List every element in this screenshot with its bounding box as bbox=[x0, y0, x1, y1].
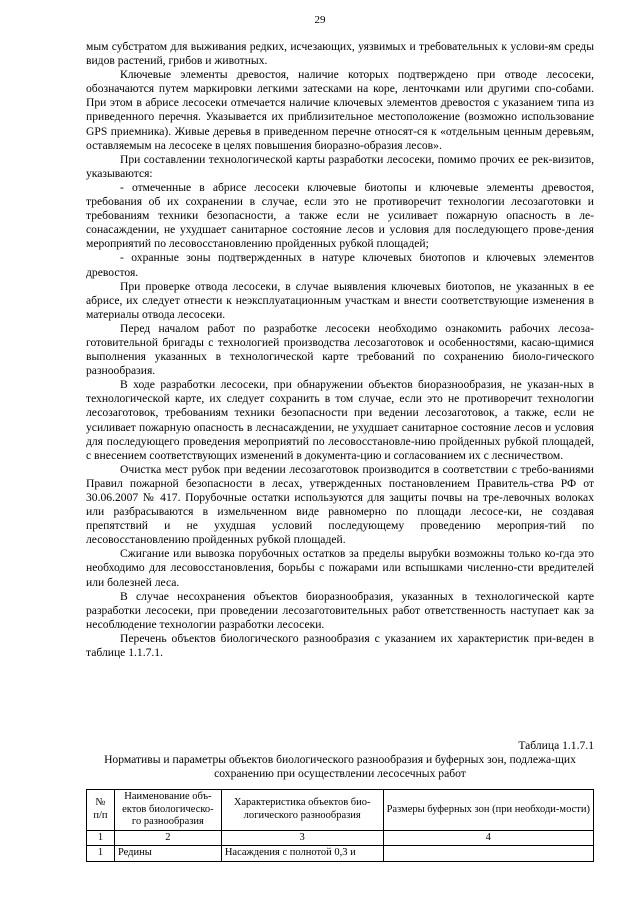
table-cell: 4 bbox=[383, 830, 593, 846]
table-cell: 2 bbox=[114, 830, 221, 846]
table-cell: Редины bbox=[114, 846, 221, 862]
table-header: Характеристика объектов био-логического разнообразия bbox=[221, 790, 383, 831]
table-number: Таблица 1.1.7.1 bbox=[518, 739, 594, 752]
paragraph: мым субстратом для выживания редких, исчезающих, уязвимых и требовательных к услови-ям среды видов растений, грибов и животных. bbox=[86, 40, 594, 68]
table-header: Размеры буферных зон (при необходи-мости) bbox=[383, 790, 593, 831]
paragraph: Очистка мест рубок при ведении лесозаготовок производится в соответствии с требо-ваниями Правил пожарной безопасности в лесах, утвержденных постановлением Правитель-ства РФ от 30.06.2007 № 417. Порубочные остатки используются для защиты почвы на тре-левочных волоках или разбрасываются в измельченном виде равномерно по площади лесосе-ки, не создавая препятствий и не ухудшая условий последующему проведению мероприя-тий по лесовосстановлению пройденных рубкой площадей. bbox=[86, 462, 594, 547]
table-cell: 1 bbox=[87, 846, 115, 862]
table-title: Нормативы и параметры объектов биологического разнообразия и буферных зон, подлежа-щих сохранению при осуществлении лесосечных работ bbox=[104, 753, 576, 781]
paragraph: В ходе разработки лесосеки, при обнаружении объектов биоразнообразия, не указан-ных в технологической карте, их следует сохранить в том случае, если это не противоречит технологии лесозаготовок, требованиям техники безопасности при ведении лесозаготовок, а также, если не усиливает пожарную опасность в леснасаждении, не ухудшает санитарное состояние лесов и условия для последующего проведения мероприятий по лесовосстановле-нию пройденных рубкой площадей, с внесением соответствующих изменений в документа-цию и согласованием их с лесничеством. bbox=[86, 378, 594, 462]
table-header: № п/п bbox=[87, 790, 115, 831]
paragraph: Перед началом работ по разработке лесосеки необходимо ознакомить рабочих лесоза-готовительной бригады с технологией производства лесозаготовок и особенностями, касаю-щимися выполнения указанных в технологической карте требований по сохранению биоло-гического разнообразия. bbox=[86, 321, 594, 378]
paragraph: При проверке отвода лесосеки, в случае выявления ключевых биотопов, не указанных в ее абрисе, их следует отнести к неэксплуатационным участкам и внести соответствующие изменения в материалы отвода лесосеки. bbox=[86, 279, 594, 321]
table-cell bbox=[383, 846, 593, 862]
table-cell: Насаждения с полнотой 0,3 и bbox=[221, 846, 383, 862]
page-number: 29 bbox=[314, 14, 326, 26]
body-text bbox=[86, 40, 594, 660]
biodiversity-table bbox=[86, 789, 594, 862]
table-numbering-row bbox=[87, 830, 594, 846]
table-cell: 1 bbox=[87, 830, 115, 846]
paragraph: Перечень объектов биологического разнообразия с указанием их характеристик при-веден в таблице 1.1.7.1. bbox=[86, 631, 594, 660]
table-header-row bbox=[87, 790, 594, 831]
table-header: Наименование объ-ектов биологическо-го разнообразия bbox=[114, 790, 221, 831]
paragraph: Сжигание или вывозка порубочных остатков за пределы вырубки возможны только ко-гда это необходимо для лесовосстановления, борьбы с пожарами или вспышками численно-сти вредителей или болезней леса. bbox=[86, 547, 594, 589]
paragraph: При составлении технологической карты разработки лесосеки, помимо прочих ее рек-визитов, указываются: bbox=[86, 152, 594, 180]
list-item: - отмеченные в абрисе лесосеки ключевые биотопы и ключевые элементы древостоя, требования об их сохранении в случае, если это не противоречит технологии лесозаготовки и требованиям техники безопасности, а также если не усиливает пожарную опасность в ле-сонасаждении, не ухудшает санитарное состояние лесов и условия для последующего прове-дения мероприятий по лесовосстановлению пройденных рубкой площадей; bbox=[86, 180, 594, 251]
list-item: - охранные зоны подтвержденных в натуре ключевых биотопов и ключевых элементов древостоя. bbox=[86, 251, 594, 279]
paragraph: Ключевые элементы древостоя, наличие которых подтверждено при отводе лесосеки, обозначаются путем маркировки легкими затесками на коре, ленточками или другими спо-собами. При этом в абрисе лесосеки отмечается наличие ключевых элементов древостоя с указанием типа из приведенного перечня. Указывается их приблизительное местоположение (возможно использование GPS приемника). Живые деревья в приведенном перечне относят-ся к «отдельным ценным деревьям, оставляемым на лесосеке в целях повышения биоразно-образия лесов». bbox=[86, 68, 594, 152]
paragraph: В случае несохранения объектов биоразнообразия, указанных в технологической карте разработки лесосеки, при проведении лесозаготовительных работ ответственность наступает как за несоблюдение технологии разработки лесосеки. bbox=[86, 589, 594, 631]
table-row bbox=[87, 846, 594, 862]
table-cell: 3 bbox=[221, 830, 383, 846]
